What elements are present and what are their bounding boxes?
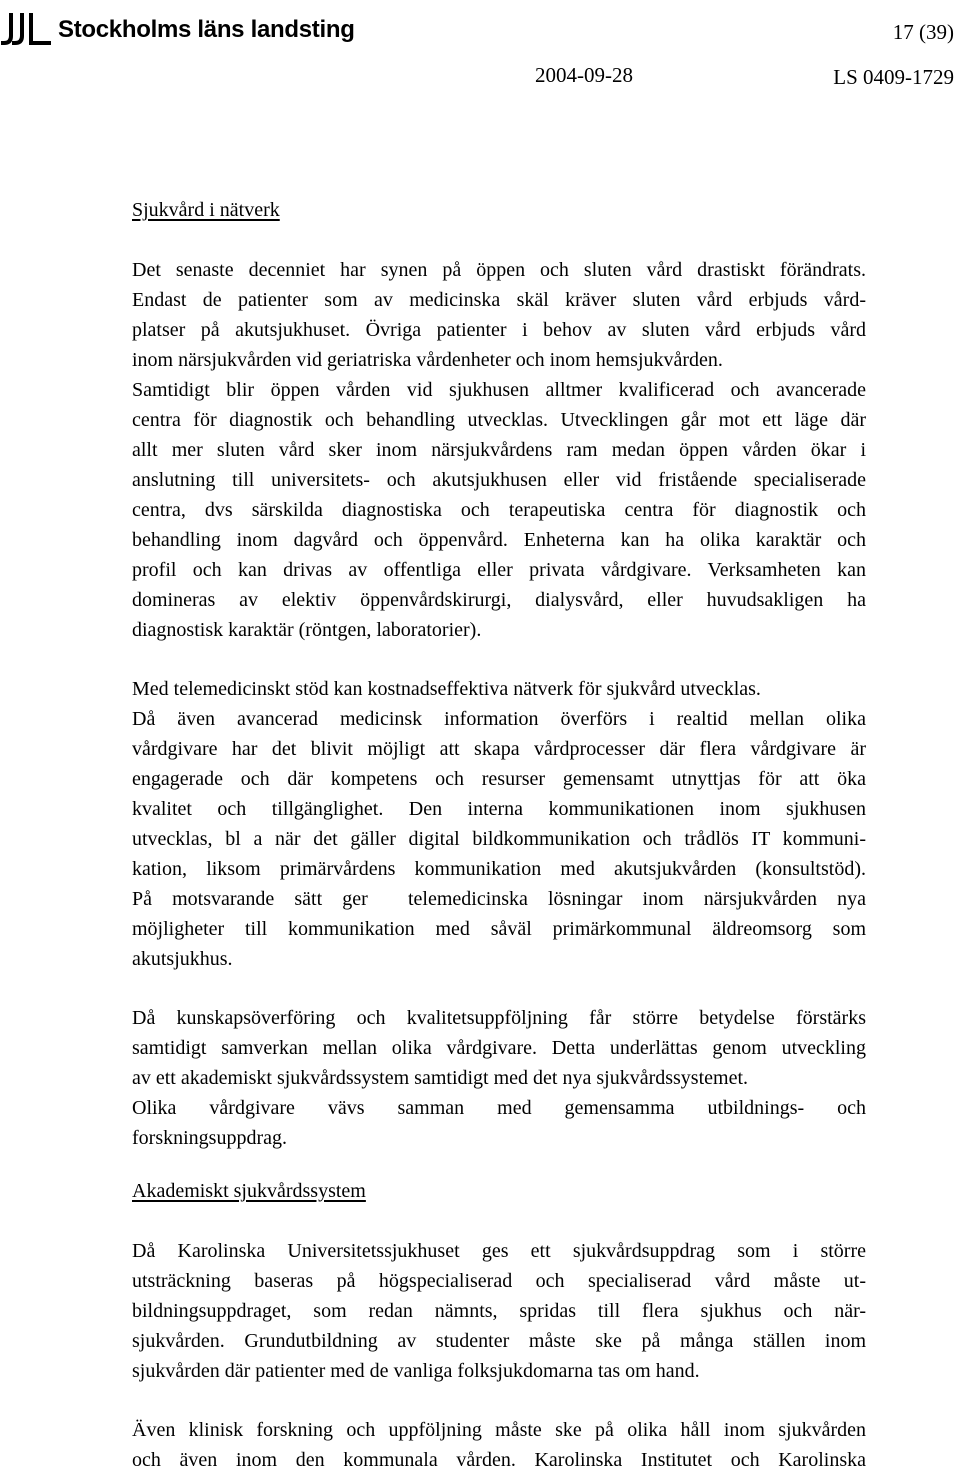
document-date: 2004-09-28 <box>535 63 633 87</box>
text-line: anslutning till universitets- och akutsjukhusen eller vid fristående specialiserade <box>132 469 866 491</box>
text-line: vårdgivare har det blivit möjligt att skapa vårdprocesser där flera vårdgivare är <box>132 738 866 760</box>
text-line: och även inom den kommunala vården. Karolinska Institutet och Karolinska <box>132 1449 866 1471</box>
text-line: diagnostisk karaktär (röntgen, laboratorier). <box>132 619 482 641</box>
paragraph <box>132 1236 866 1386</box>
text-line: akutsjukhus. <box>132 948 233 970</box>
text-line: Med telemedicinskt stöd kan kostnadseffektiva nätverk för sjukvård utvecklas. <box>132 678 761 700</box>
paragraph <box>132 1415 866 1475</box>
text-line: sjukvården där patienter med de vanliga folksjukdomarna tas om hand. <box>132 1360 700 1382</box>
text-line: Endast de patienter som av medicinska skäl kräver sluten vård erbjuds vård- <box>132 289 866 311</box>
text-line: Det senaste decenniet har synen på öppen och sluten vård drastiskt förändrats. <box>132 259 866 281</box>
text-line: bildningsuppdraget, som redan nämnts, spridas till flera sjukhus och när- <box>132 1300 866 1322</box>
text-line: kation, liksom primärvårdens kommunikation med akutsjukvården (konsultstöd). <box>132 858 866 880</box>
text-line: möjligheter till kommunikation med såväl primärkommunal äldreomsorg som <box>132 918 866 940</box>
paragraph <box>132 255 866 645</box>
text-line: behandling inom dagvård och öppenvård. Enheterna kan ha olika karaktär och <box>132 529 866 551</box>
text-line: sjukvården. Grundutbildning av studenter måste ske på många ställen inom <box>132 1330 866 1352</box>
landsting-logo-icon <box>0 12 52 48</box>
text-line: Då Karolinska Universitetssjukhuset ges ett sjukvårdsuppdrag som i större <box>132 1240 866 1262</box>
paragraph <box>132 1003 866 1153</box>
text-line: kvalitet och tillgänglighet. Den interna kommunikationen inom sjukhusen <box>132 798 866 820</box>
text-line: Även klinisk forskning och uppföljning måste ske på olika håll inom sjukvården <box>132 1419 866 1441</box>
text-line: Då kunskapsöverföring och kvalitetsuppföljning får större betydelse förstärks <box>132 1007 866 1029</box>
page-number: 17 (39) <box>892 20 954 44</box>
text-line: platser på akutsjukhuset. Övriga patienter i behov av sluten vård erbjuds vård <box>132 319 866 341</box>
text-line: profil och kan drivas av offentliga eller privata vårdgivare. Verksamheten kan <box>132 559 866 581</box>
text-line: utvecklas, bl a när det gäller digital bildkommunikation och trådlös IT kommuni- <box>132 828 866 850</box>
text-line: Olika vårdgivare vävs samman med gemensamma utbildnings- och <box>132 1097 866 1119</box>
text-line: forskningsuppdrag. <box>132 1127 287 1149</box>
text-line: centra för diagnostik och behandling utvecklas. Utvecklingen går mot ett läge där <box>132 409 866 431</box>
text-line: domineras av elektiv öppenvårdskirurgi, dialysvård, eller huvudsakligen ha <box>132 589 866 611</box>
document-reference: LS 0409-1729 <box>833 65 954 89</box>
text-line: centra, dvs särskilda diagnostiska och terapeutiska centra för diagnostik och <box>132 499 866 521</box>
paragraph <box>132 674 866 974</box>
organization-name: Stockholms läns landsting <box>58 16 355 43</box>
text-line: utsträckning baseras på högspecialiserad och specialiserad vård måste ut- <box>132 1270 866 1292</box>
section-heading: Sjukvård i nätverk <box>132 199 280 221</box>
text-line: Då även avancerad medicinsk information överförs i realtid mellan olika <box>132 708 866 730</box>
text-line: På motsvarande sätt ger telemedicinska lösningar inom närsjukvården nya <box>132 888 866 910</box>
text-line: inom närsjukvården vid geriatriska vårdenheter och inom hemsjukvården. <box>132 349 723 371</box>
text-line: allt mer sluten vård sker inom närsjukvårdens ram medan öppen vården ökar i <box>132 439 866 461</box>
text-line: samtidigt samverkan mellan olika vårdgivare. Detta underlättas genom utveckling <box>132 1037 866 1059</box>
text-line: engagerade och där kompetens och resurser gemensamt utnyttjas för att öka <box>132 768 866 790</box>
organization-logo <box>0 12 355 48</box>
text-line: av ett akademiskt sjukvårdssystem samtidigt med det nya sjukvårdssystemet. <box>132 1067 749 1089</box>
text-line: Samtidigt blir öppen vården vid sjukhusen alltmer kvalificerad och avancerade <box>132 379 866 401</box>
section-heading: Akademiskt sjukvårdssystem <box>132 1180 366 1202</box>
